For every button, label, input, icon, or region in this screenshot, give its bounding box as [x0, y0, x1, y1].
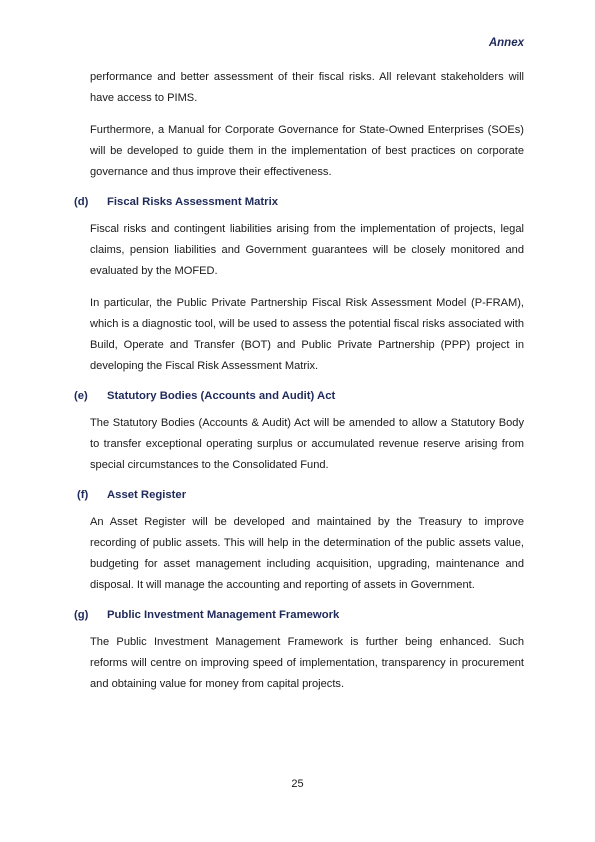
page-number: 25 [291, 778, 304, 790]
section-g-number: (g) [74, 609, 89, 621]
section-g-heading [74, 607, 524, 623]
section-e-heading [74, 388, 524, 404]
section-f-paragraph-1: An Asset Register will be developed and maintained by the Treasury to improve recording of public assets. This will help in the determination of the public assets value, budgeting for asset management including acquisition, upgrading, maintenance and disposal. It will manage the accounting and reporting of assets in Government. [90, 516, 524, 591]
annex-header: Annex [488, 37, 524, 49]
section-f-number: (f) [77, 489, 89, 501]
intro-paragraph-1: performance and better assessment of their fiscal risks. All relevant stakeholders will have access to PIMS. [90, 71, 524, 104]
section-f-title: Asset Register [107, 489, 187, 501]
intro-paragraph-2: Furthermore, a Manual for Corporate Governance for State-Owned Enterprises (SOEs) will be developed to guide them in the implementation of best practices on corporate governance and thus improve their effectiveness. [90, 124, 524, 178]
section-g-paragraph-1: The Public Investment Management Framework is further being enhanced. Such reforms will centre on improving speed of implementation, transparency in procurement and obtaining value for money from capital projects. [90, 636, 524, 690]
section-d-number: (d) [74, 196, 89, 208]
section-d-heading [74, 194, 524, 210]
section-d-paragraph-2: In particular, the Public Private Partnership Fiscal Risk Assessment Model (P-FRAM), which is a diagnostic tool, will be used to assess the potential fiscal risks associated with Build, Operate and Transfer (BOT) and Public Private Partnership (PPP) project in developing the Fiscal Risk Assessment Matrix. [90, 297, 524, 372]
section-f-heading [74, 487, 524, 503]
section-d-paragraph-1: Fiscal risks and contingent liabilities arising from the implementation of projects, legal claims, pension liabilities and Government guarantees will be closely monitored and evaluated by the MOFED. [90, 223, 524, 277]
page-body [74, 67, 524, 706]
section-e-title: Statutory Bodies (Accounts and Audit) Act [107, 390, 336, 402]
section-d-title: Fiscal Risks Assessment Matrix [107, 196, 279, 208]
section-e-paragraph-1: The Statutory Bodies (Accounts & Audit) Act will be amended to allow a Statutory Body to transfer exceptional operating surplus or accumulated revenue reserve arising from special circumstances to the Consolidated Fund. [90, 417, 524, 471]
section-e-number: (e) [74, 390, 88, 402]
section-g-title: Public Investment Management Framework [107, 609, 340, 621]
